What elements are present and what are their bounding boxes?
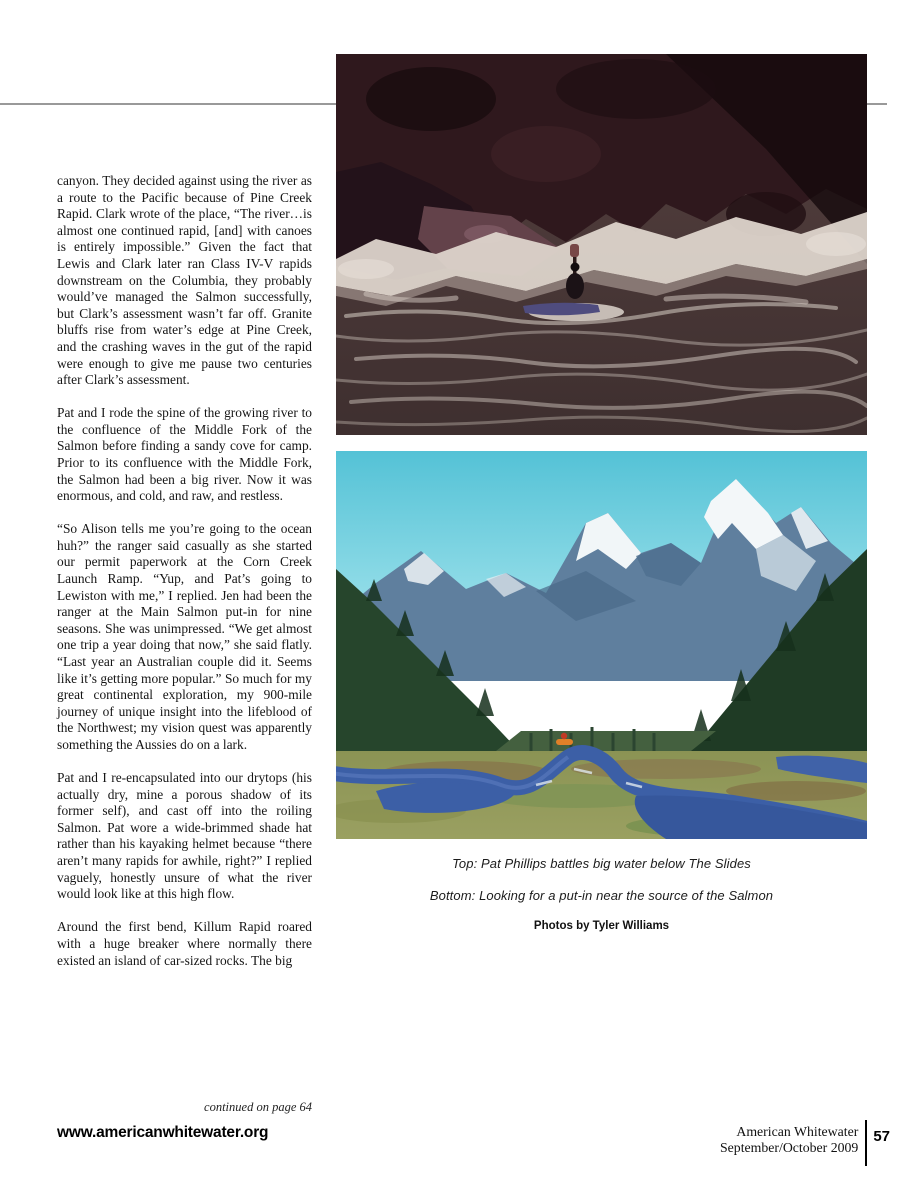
top-photo-illustration bbox=[336, 54, 867, 435]
article-paragraph: “So Alison tells me you’re going to the ocean huh?” the ranger said casually as she started our permit paperwork at the Corn Creek Launch Ramp. “Yup, and Pat’s going to Lewiston with me,” I replied. Jen had been the ranger at the Main Salmon put-in for nine seasons. She was unimpressed. “We get almost one trip a year doing that now,” she said flatly. “Last year an Australian couple did it. Seems like it’s getting more popular.” So much for my great continental exploration, my 900-mile journey of unique insight into the lifeblood of the Northwest; my vision quest was apparently something the Aussies do on a lark. bbox=[57, 521, 312, 752]
article-paragraph: Pat and I re-encapsulated into our drytops (his actually dry, mine a porous shadow of its former self), and cast off into the roiling Salmon. Pat wore a wide-brimmed shade hat rather than his kayaking helmet because “there aren’t many rapids for awhile, right?” I replied vaguely, honestly unsure of what the river would look like at this high flow. bbox=[57, 770, 312, 902]
magazine-title-issue bbox=[720, 1120, 858, 1166]
continued-note: continued on page 64 bbox=[204, 1100, 312, 1114]
footer-website: www.americanwhitewater.org bbox=[57, 1124, 269, 1141]
article-paragraph: Pat and I rode the spine of the growing river to the confluence of the Middle Fork of the Salmon before finding a sandy cove for camp. Prior to its confluence with the Middle Fork, the Salmon had been a big river. Now it was enormous, and cold, and raw, and restless. bbox=[57, 405, 312, 504]
magazine-title: American Whitewater bbox=[736, 1124, 859, 1139]
article-paragraph: Around the first bend, Killum Rapid roared with a huge breaker where normally there existed an island of car-sized rocks. The big bbox=[57, 919, 312, 968]
article-paragraph: canyon. They decided against using the river as a route to the Pacific because of Pine Creek Rapid. Clark wrote of the place, “The river…is almost one continued rapid, [and] with canoes is entirely impossible.” Given the fact that Lewis and Clark later ran Class IV-V rapids downstream on the Columbia, they probably would’ve managed the Salmon successfully, but Clark’s assessment wasn’t far off. Granite bluffs rise from water’s edge at Pine Creek, and the crashing waves in the gut of the rapid were enough to give me pause two centuries after Clark’s assessment. bbox=[57, 173, 312, 388]
footer-divider-bar bbox=[865, 1120, 867, 1166]
article-column bbox=[57, 173, 312, 986]
footer-page-info bbox=[720, 1120, 890, 1166]
bottom-photo-meadow bbox=[336, 451, 867, 839]
bottom-photo-illustration bbox=[336, 451, 867, 839]
top-photo-rapids bbox=[336, 54, 867, 435]
photo-credit: Photos by Tyler Williams bbox=[533, 920, 670, 932]
magazine-issue: September/October 2009 bbox=[720, 1140, 859, 1155]
bottom-photo-caption: Bottom: Looking for a put-in near the source of the Salmon bbox=[429, 888, 774, 903]
top-photo-caption: Top: Pat Phillips battles big water below The Slides bbox=[452, 856, 751, 871]
photo-captions bbox=[336, 856, 867, 932]
page-number: 57 bbox=[873, 1128, 890, 1145]
